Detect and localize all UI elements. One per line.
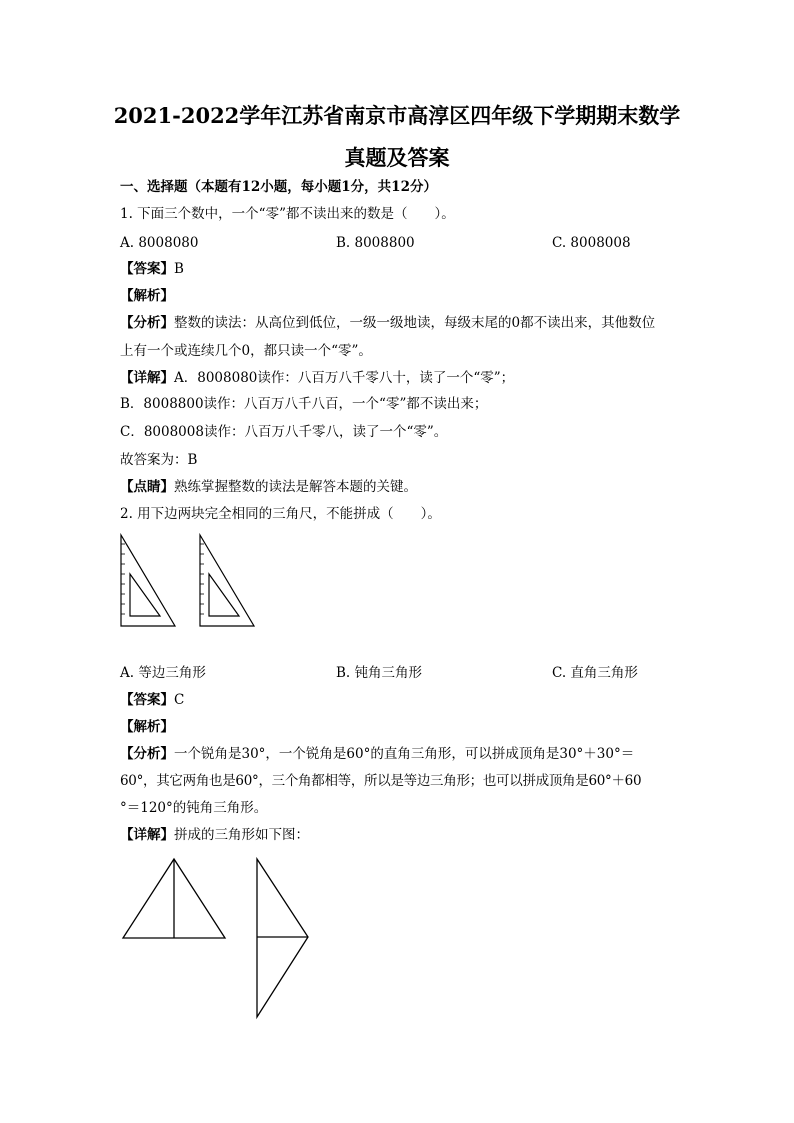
q1-fenxi-text: 整数的读法：从高位到低位，一级一级地读，每级末尾的0都不读出来，其他数位 bbox=[174, 315, 656, 331]
q1-xiangjie-line3: C．8008008读作：八百万八千零八，读了一个“零”。 bbox=[120, 424, 448, 440]
q1-fenxi-tag: 【分析】 bbox=[120, 315, 174, 331]
q1-answer bbox=[120, 263, 184, 277]
obtuse-triangle-drawing bbox=[257, 859, 308, 1017]
q2-answer-tag: 【答案】 bbox=[120, 692, 174, 708]
q2-answer bbox=[120, 694, 184, 708]
q1-dianjing-tag: 【点睛】 bbox=[120, 479, 174, 495]
q2-analysis-tag: 【解析】 bbox=[120, 719, 174, 735]
q1-xiangjie-line2: B．8008800读作：八百万八千八百，一个“零”都不读出来； bbox=[120, 396, 488, 412]
q2-fenxi-tag: 【分析】 bbox=[120, 746, 174, 762]
q2-answer-value: C bbox=[174, 692, 185, 708]
q1-xiangjie-text: A．8008080读作：八百万八千零八十，读了一个“零”； bbox=[174, 370, 515, 386]
document-title-line1: 2021-2022学年江苏省南京市高淳区四年级下学期期末数学 bbox=[113, 103, 681, 128]
q2-xiangjie-tag: 【详解】 bbox=[120, 827, 174, 843]
document-title-line2: 真题及答案 bbox=[344, 145, 450, 170]
set-square-left bbox=[121, 535, 175, 626]
q1-stem: 1. 下面三个数中，一个“零”都不读出来的数是（ ）。 bbox=[120, 206, 455, 222]
q1-analysis-tag: 【解析】 bbox=[120, 288, 174, 304]
q2-fenxi-line3: °＝120°的钝角三角形。 bbox=[120, 800, 268, 816]
set-square-right bbox=[200, 535, 254, 626]
q1-option-c: C. 8008008 bbox=[552, 235, 631, 251]
q1-xiangjie-tag: 【详解】 bbox=[120, 370, 174, 386]
q2-option-c: C. 直角三角形 bbox=[552, 665, 638, 681]
q2-xiangjie-text: 拼成的三角形如下图： bbox=[174, 827, 309, 843]
q2-fenxi-text: 一个锐角是30°，一个锐角是60°的直角三角形，可以拼成顶角是30°＋30°＝ bbox=[174, 746, 635, 762]
q2-xiangjie-line1 bbox=[120, 829, 309, 843]
equilateral-triangle-drawing bbox=[123, 859, 225, 938]
q1-fenxi-line2: 上有一个或连续几个0，都只读一个“零”。 bbox=[120, 343, 372, 359]
q2-fenxi-line2: 60°，其它两角也是60°，三个角都相等，所以是等边三角形；也可以拼成顶角是60°＋60 bbox=[120, 773, 642, 789]
q2-option-b: B. 钝角三角形 bbox=[336, 665, 423, 681]
q1-dianjing-text: 熟练掌握整数的读法是解答本题的关键。 bbox=[174, 479, 417, 495]
q1-dianjing bbox=[120, 481, 417, 495]
combined-triangles-figure bbox=[115, 855, 315, 1025]
q1-fenxi-line1 bbox=[120, 317, 655, 331]
q2-fenxi-line1 bbox=[120, 748, 634, 762]
set-square-figure bbox=[115, 532, 285, 632]
q1-answer-tag: 【答案】 bbox=[120, 261, 174, 277]
q1-answer-value: B bbox=[174, 261, 184, 277]
q1-option-a: A. 8008080 bbox=[120, 235, 199, 251]
section-heading: 一、选择题（本题有12小题，每小题1分，共12分） bbox=[120, 179, 437, 195]
q1-option-b: B. 8008800 bbox=[336, 235, 415, 251]
q2-option-a: A. 等边三角形 bbox=[120, 665, 206, 681]
q2-stem: 2. 用下边两块完全相同的三角尺，不能拼成（ ）。 bbox=[120, 506, 441, 522]
q1-xiangjie-line1 bbox=[120, 372, 514, 386]
q1-conclusion: 故答案为：B bbox=[120, 452, 198, 468]
